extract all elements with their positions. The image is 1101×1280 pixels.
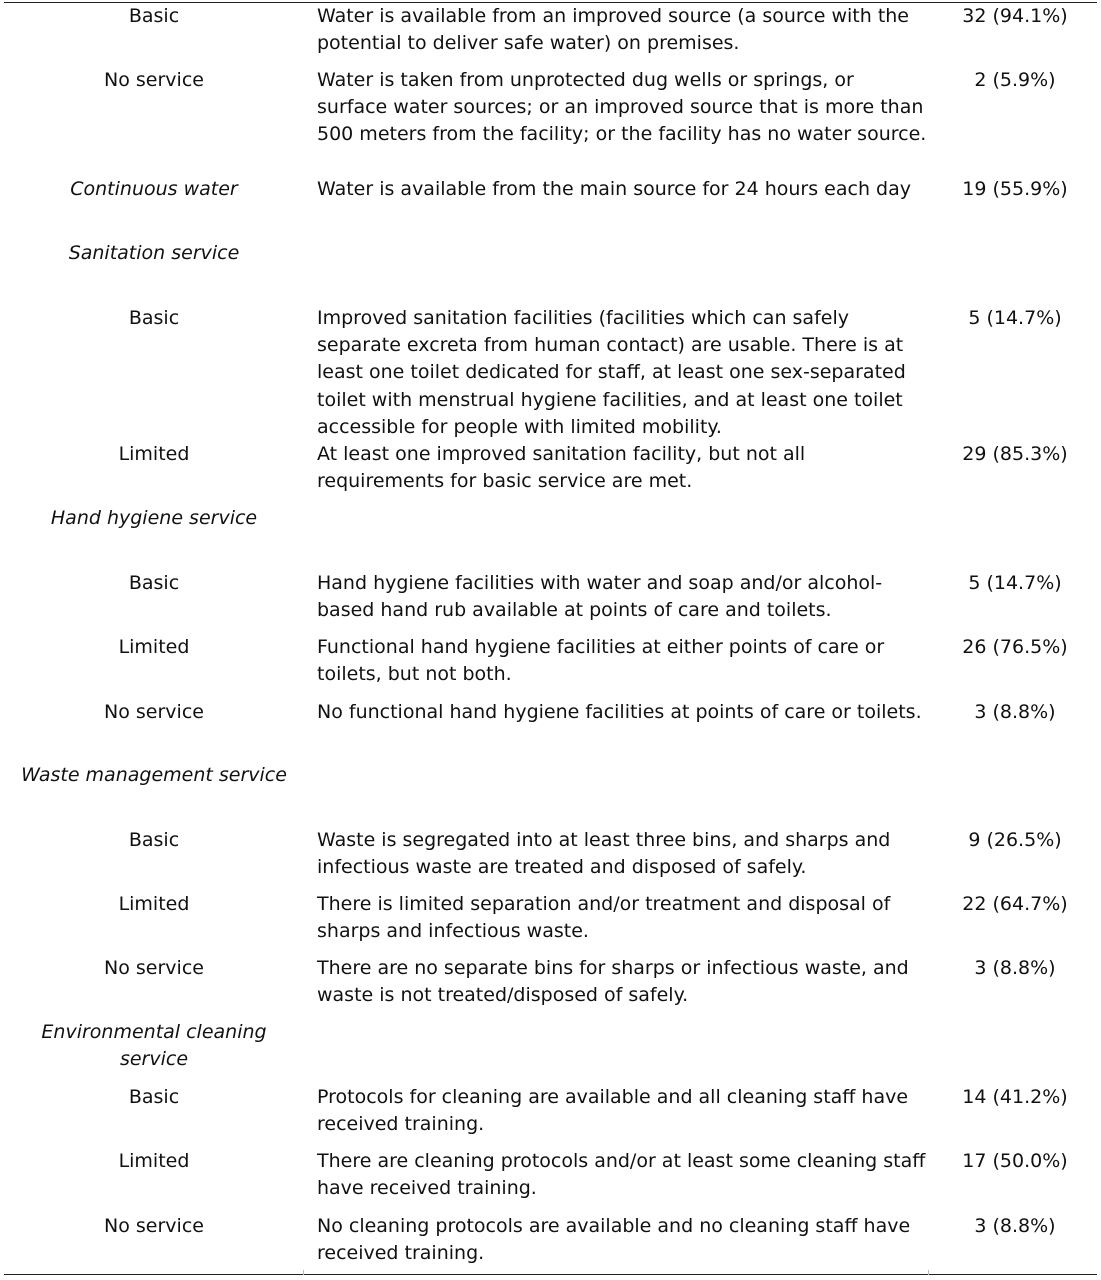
row-description: Functional hand hygiene facilities at either points of care or toilets, but not both. [317, 636, 885, 686]
row-description: Protocols for cleaning are available and all cleaning staff have received training. [317, 1086, 909, 1136]
row-label: Limited [118, 1150, 190, 1172]
column-divider-tick [303, 1270, 304, 1275]
bottom-rule [4, 1274, 1097, 1275]
section-heading: Sanitation service [68, 242, 240, 264]
row-count: 29 (85.3%) [962, 443, 1068, 465]
row-count: 3 (8.8%) [974, 701, 1056, 723]
row-count: 5 (14.7%) [968, 572, 1062, 594]
row-count: 22 (64.7%) [962, 893, 1068, 915]
section-heading: Environmental cleaning service [41, 1021, 267, 1071]
row-label: Continuous water [70, 178, 238, 200]
row-count: 32 (94.1%) [962, 5, 1068, 27]
section-heading: Hand hygiene service [50, 507, 258, 529]
row-label: Limited [118, 443, 190, 465]
row-label: Limited [118, 636, 190, 658]
row-label: Basic [128, 307, 180, 329]
row-count: 5 (14.7%) [968, 307, 1062, 329]
row-label: Basic [128, 5, 180, 27]
row-description: Water is available from an improved source (a source with the potential to deliver safe water) on premises. [317, 5, 909, 55]
row-description: At least one improved sanitation facility, but not all requirements for basic service are met. [317, 443, 806, 493]
row-count: 2 (5.9%) [974, 69, 1056, 91]
row-label: No service [104, 1215, 204, 1237]
row-description: Water is available from the main source for 24 hours each day [317, 178, 911, 200]
row-count: 26 (76.5%) [962, 636, 1068, 658]
row-description: Hand hygiene facilities with water and soap and/or alcohol-based hand rub available at points of care and toilets. [317, 572, 883, 622]
row-label: Basic [128, 829, 180, 851]
row-count: 3 (8.8%) [974, 1215, 1056, 1237]
row-description: Waste is segregated into at least three bins, and sharps and infectious waste are treated and disposed of safely. [317, 829, 891, 879]
row-description: There is limited separation and/or treatment and disposal of sharps and infectious waste. [317, 893, 891, 943]
column-divider-tick [928, 1270, 929, 1275]
section-heading: Waste management service [21, 764, 287, 786]
row-label: Basic [128, 1086, 180, 1108]
row-label: No service [104, 701, 204, 723]
row-description: Water is taken from unprotected dug wells or springs, or surface water sources; or an improved source that is more than 500 meters from the facility; or the facility has no water source. [317, 69, 927, 146]
row-description: Improved sanitation facilities (facilities which can safely separate excreta from human contact) are usable. There is at least one toilet dedicated for staff, at least one sex-separated toilet with menstrual hygiene facilities, and at least one toilet accessible for people with limited mobility. [317, 307, 906, 438]
row-description: There are no separate bins for sharps or infectious waste, and waste is not treated/disposed of safely. [317, 957, 909, 1007]
row-description: No cleaning protocols are available and no cleaning staff have received training. [317, 1215, 911, 1265]
row-description: There are cleaning protocols and/or at least some cleaning staff have received training. [317, 1150, 926, 1200]
row-count: 17 (50.0%) [962, 1150, 1068, 1172]
row-count: 3 (8.8%) [974, 957, 1056, 979]
row-label: No service [104, 69, 204, 91]
row-count: 19 (55.9%) [962, 178, 1068, 200]
row-description: No functional hand hygiene facilities at points of care or toilets. [317, 701, 922, 723]
row-label: Basic [128, 572, 180, 594]
row-label: Limited [118, 893, 190, 915]
row-count: 14 (41.2%) [962, 1086, 1068, 1108]
row-count: 9 (26.5%) [968, 829, 1062, 851]
row-label: No service [104, 957, 204, 979]
